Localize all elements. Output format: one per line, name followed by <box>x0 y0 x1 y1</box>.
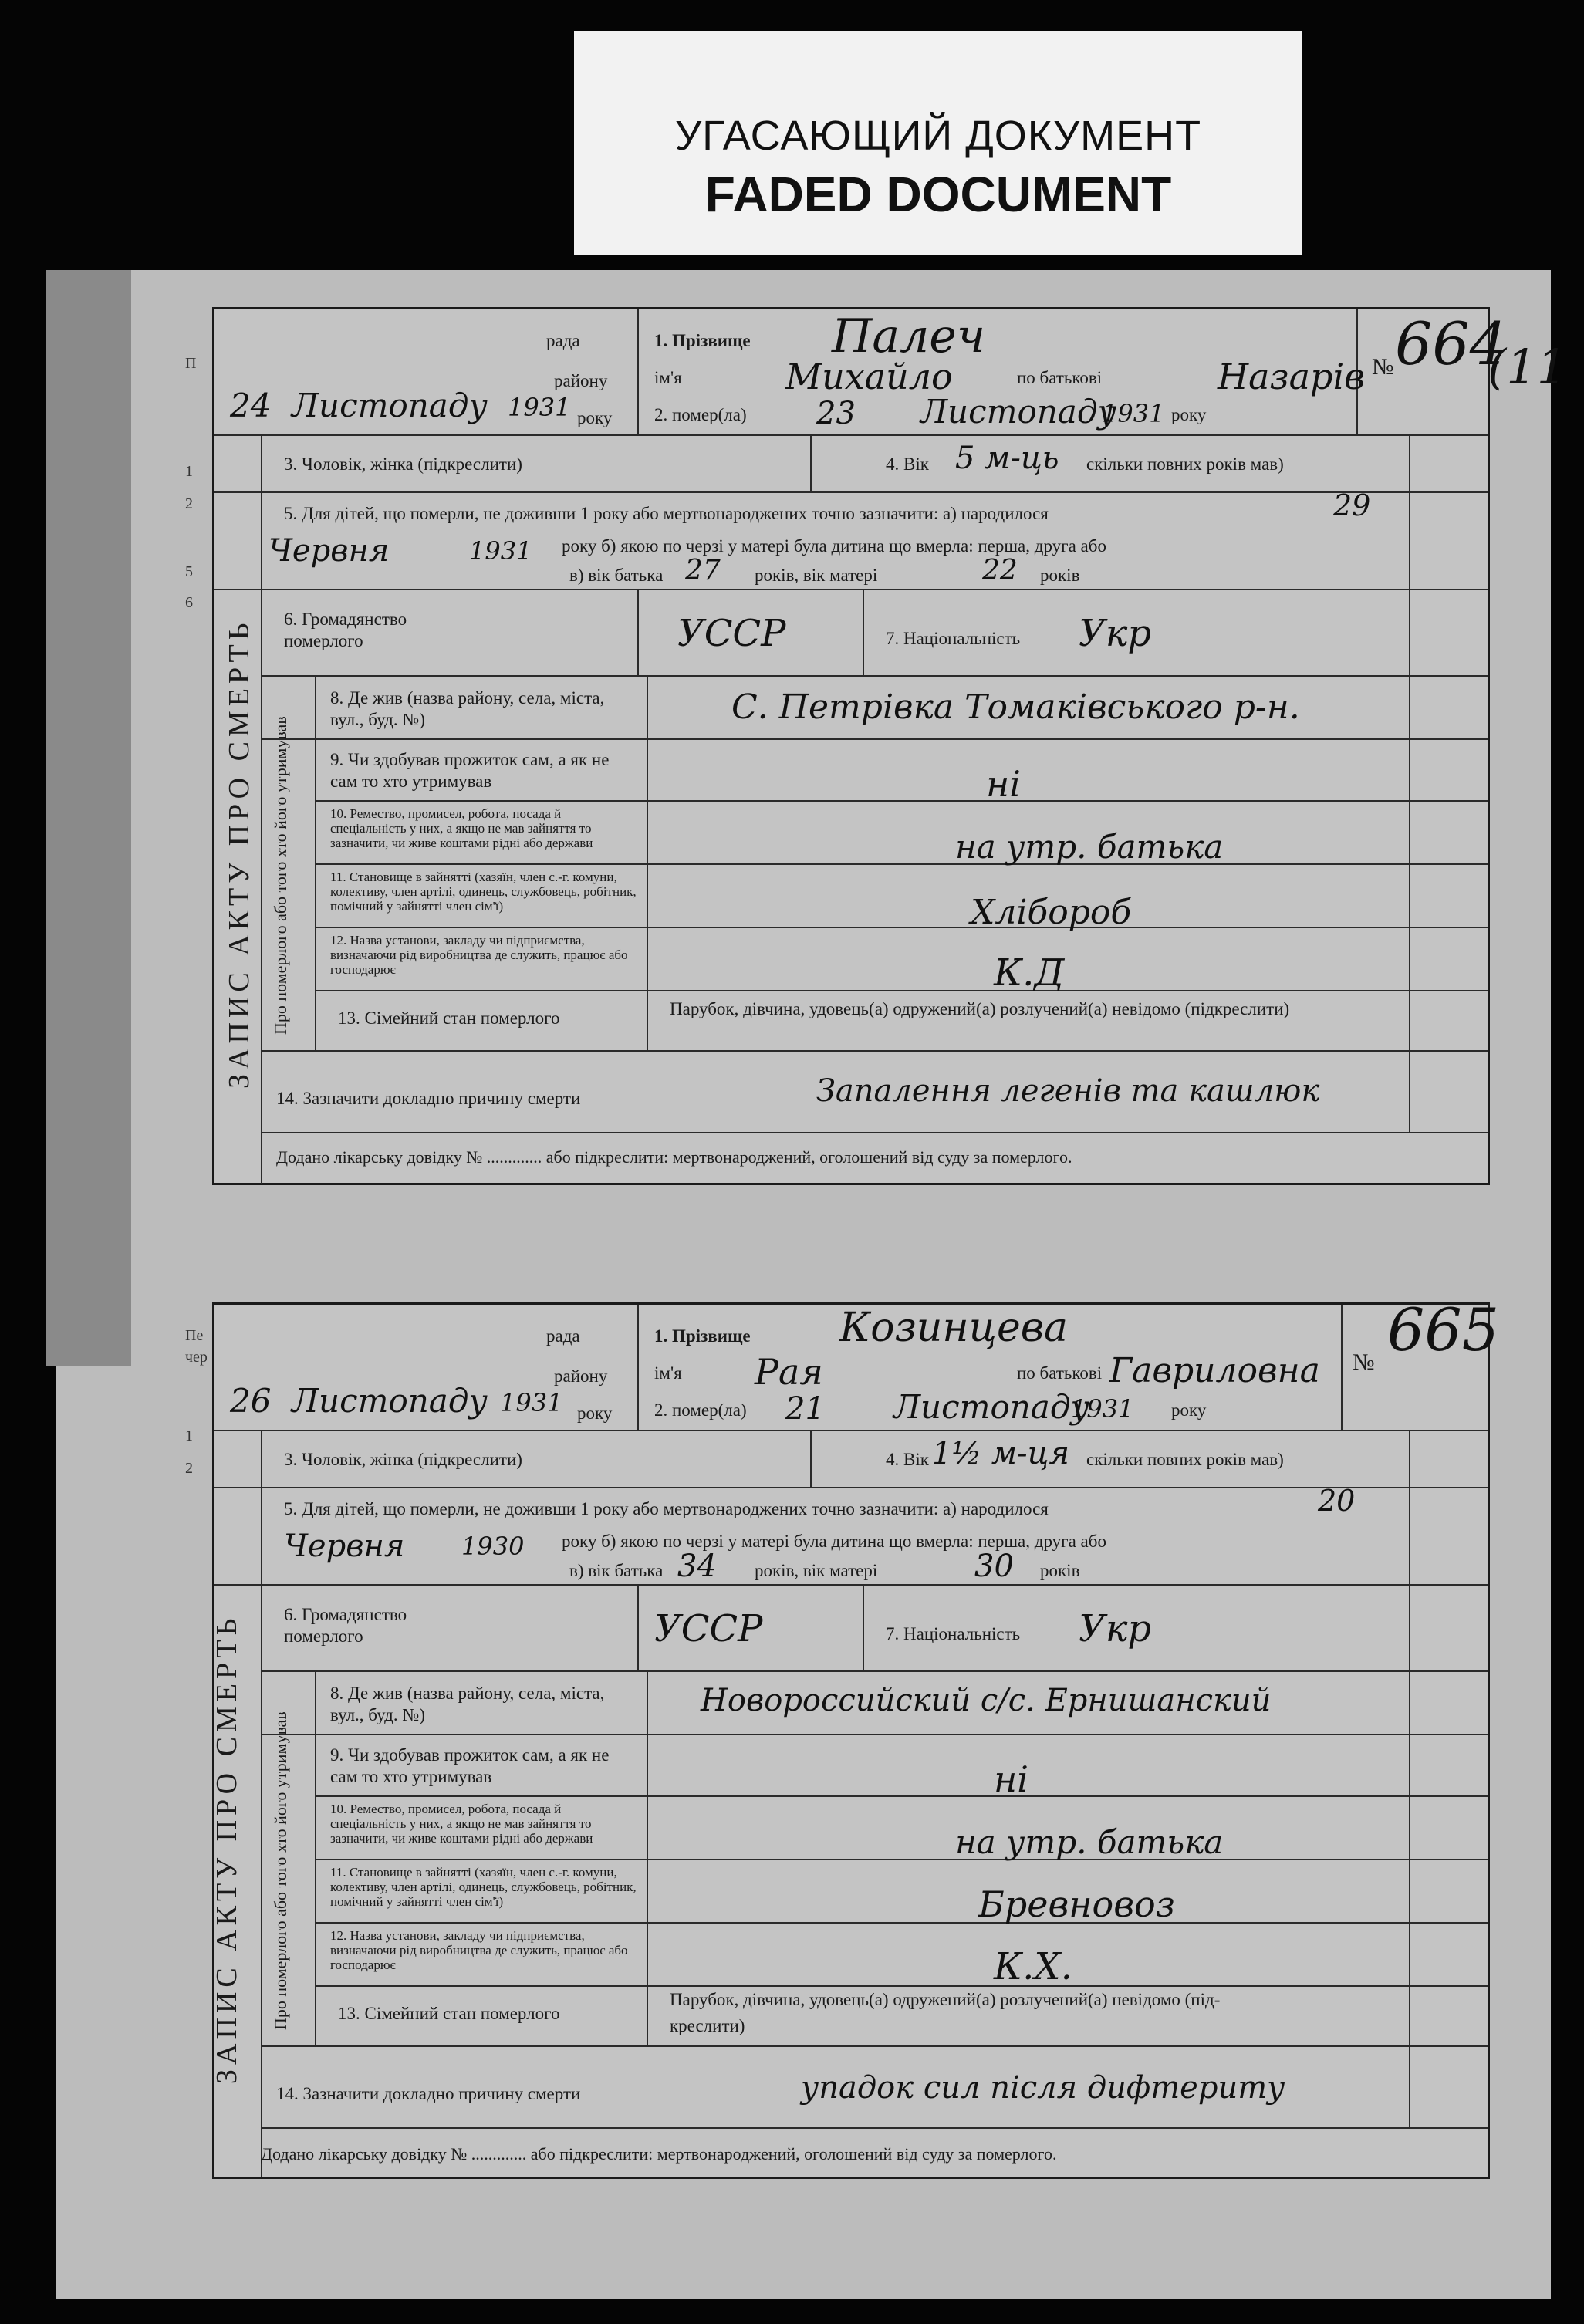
father-age: 27 <box>685 555 721 586</box>
years-label: років <box>1040 566 1080 585</box>
residence-value: Новороссийский с/с. Ернишанский <box>701 1683 1272 1718</box>
first-name-label: ім'я <box>654 1363 682 1383</box>
citizenship-label: 6. Громадянство померлого <box>284 1605 407 1646</box>
number-label: № <box>1372 354 1394 380</box>
father-age-label: в) вік батька <box>569 1561 664 1580</box>
infant-label-line1: 5. Для дітей, що померли, не доживши 1 року або мертвонароджених точно зазначити: а) народилося <box>284 504 1049 523</box>
faded-document-label <box>574 31 1302 255</box>
marital-status-options-cont: креслити) <box>670 2016 745 2035</box>
self-support-label: 9. Чи здобував прожиток сам, а як не сам то хто утримував <box>330 750 610 791</box>
page-binding-edge <box>46 270 131 1366</box>
vertical-title: ЗАПИС АКТУ ПРО СМЕРТЬ <box>223 618 255 1089</box>
born-day: 29 <box>1333 488 1371 522</box>
margin-mark: 6 <box>185 594 193 611</box>
margin-mark: 2 <box>185 1460 193 1477</box>
gender-label: 3. Чоловік, жінка (підкреслити) <box>284 454 522 474</box>
marital-status-options: Парубок, дівчина, удовець(а) одружений(а) розлучений(а) невідомо (підкреслити) <box>670 999 1290 1018</box>
patronymic-value: Гавриловна <box>1109 1351 1320 1390</box>
nationality-label: 7. Національність <box>886 629 1021 648</box>
margin-mark: 1 <box>185 463 193 480</box>
footer-note: Додано лікарську довідку № ............. або підкреслити: мертвонароджений, оголошений від суду за померлого. <box>276 1147 1072 1167</box>
reg-year: 1931 <box>508 393 571 422</box>
occupation-label: 10. Ремество, промисел, робота, посада й спеціальність у них, а якщо не мав зайняття то зазначити, чи живе коштами рідні або держави <box>330 806 593 850</box>
marital-status-label: 13. Сімейний стан померлого <box>338 1008 560 1028</box>
margin-mark: 5 <box>185 563 193 580</box>
patronymic-label: по батькові <box>1017 368 1103 387</box>
infant-label-line1: 5. Для дітей, що померли, не доживши 1 року або мертвонароджених точно зазначити: а) народилося <box>284 1499 1049 1518</box>
margin-mark: Пе <box>185 1327 204 1344</box>
institution-label: 12. Назва установи, закладу чи підприємства, визначаючи рід виробництва де служить, працює або господарює <box>330 1928 628 1972</box>
age-label: 4. Вік <box>886 1450 929 1469</box>
institution-label: 12. Назва установи, закладу чи підприємства, визначаючи рід виробництва де служить, працює або господарює <box>330 933 628 977</box>
self-support-label: 9. Чи здобував прожиток сам, а як не сам то хто утримував <box>330 1745 610 1786</box>
roku-label: року <box>577 1404 613 1423</box>
citizenship-value: УССР <box>677 612 786 655</box>
father-age: 34 <box>677 1549 717 1584</box>
death-month: Листопаду <box>893 1388 1089 1426</box>
patronymic-value: Назарів <box>1218 356 1365 397</box>
residence-label: 8. Де жив (назва району, села, міста, вул., буд. №) <box>330 1684 605 1724</box>
record-number: 665 <box>1387 1295 1500 1364</box>
reg-day: 24 <box>230 387 272 424</box>
vertical-title: ЗАПИС АКТУ ПРО СМЕРТЬ <box>211 1613 243 2084</box>
death-day: 23 <box>816 396 856 431</box>
death-record-664 <box>212 307 1568 1185</box>
position-label: 11. Становище в зайнятті (хазяїн, член с.-г. комуни, колективу, член артілі, одинець, службовець, робітник, помічний у зайнятті член сім'ї) <box>330 1865 637 1909</box>
death-record-665 <box>211 1295 1500 2179</box>
father-age-label: в) вік батька <box>569 566 664 585</box>
patronymic-label: по батькові <box>1017 1363 1103 1383</box>
citizenship-label: 6. Громадянство померлого <box>284 610 407 650</box>
raion-label: району <box>554 1366 608 1386</box>
number-label: № <box>1353 1349 1375 1375</box>
marital-status-options: Парубок, дівчина, удовець(а) одружений(а) розлучений(а) невідомо (під- <box>670 1990 1221 2009</box>
margin-mark: П <box>185 355 197 372</box>
residence-value: С. Петрівка Томаківського р-н. <box>731 687 1300 727</box>
margin-mark: 2 <box>185 495 193 512</box>
institution-value: К.Х. <box>994 1945 1072 1988</box>
nationality-label: 7. Національність <box>886 1624 1021 1643</box>
death-month: Листопаду <box>920 393 1116 431</box>
death-year-label: року <box>1171 1400 1207 1420</box>
mother-age: 30 <box>974 1549 1014 1584</box>
born-year: 1931 <box>469 536 532 566</box>
citizenship-value: УССР <box>654 1607 763 1650</box>
reg-month: Листопаду <box>292 387 488 424</box>
mother-age: 22 <box>982 555 1018 586</box>
self-support-value: ні <box>986 763 1022 805</box>
age-suffix: скільки повних років мав) <box>1086 1450 1284 1469</box>
surname-label: 1. Прізвище <box>654 331 751 350</box>
death-date-label: 2. помер(ла) <box>654 1400 747 1420</box>
record-extra-mark: (11 <box>1488 339 1568 395</box>
rada-label: рада <box>546 1326 580 1346</box>
surname-value: Палеч <box>832 309 986 363</box>
occupation-value: на утр. батька <box>955 828 1224 866</box>
self-support-value: ні <box>994 1758 1029 1800</box>
cause-label: 14. Зазначити докладно причину смерти <box>276 2084 581 2103</box>
footer-note: Додано лікарську довідку № ............. або підкреслити: мертвонароджений, оголошений від суду за померлого. <box>261 2144 1057 2164</box>
born-day: 20 <box>1318 1484 1356 1518</box>
residence-label: 8. Де жив (назва району, села, міста, вул., буд. №) <box>330 688 605 729</box>
age-value: 1½ м-ця <box>932 1436 1070 1471</box>
death-year: 1931 <box>1071 1394 1134 1424</box>
position-value: Хлібороб <box>971 893 1132 932</box>
position-value: Бревновоз <box>978 1883 1175 1925</box>
death-year-label: року <box>1171 405 1207 424</box>
label-english: FADED DOCUMENT <box>704 167 1172 222</box>
occupation-label: 10. Ремество, промисел, робота, посада й спеціальність у них, а якщо не мав зайняття то зазначити, чи живе коштами рідні або держави <box>330 1802 593 1846</box>
mother-age-label: років, вік матері <box>755 566 878 585</box>
marital-status-label: 13. Сімейний стан померлого <box>338 2004 560 2023</box>
death-day: 21 <box>785 1391 825 1427</box>
mother-age-label: років, вік матері <box>755 1561 878 1580</box>
institution-value: К.Д <box>994 951 1065 995</box>
reg-day: 26 <box>230 1382 272 1420</box>
gender-label: 3. Чоловік, жінка (підкреслити) <box>284 1450 522 1469</box>
death-year: 1931 <box>1102 399 1165 428</box>
nationality-value: Укр <box>1079 612 1152 655</box>
raion-label: району <box>554 371 608 390</box>
born-month: Червня <box>284 1529 405 1564</box>
born-month: Червня <box>269 533 390 569</box>
years-label: років <box>1040 1561 1080 1580</box>
reg-month: Листопаду <box>292 1382 488 1420</box>
first-name-value: Михайло <box>785 356 953 397</box>
age-suffix: скільки повних років мав) <box>1086 454 1284 474</box>
record-number: 664 <box>1395 309 1508 378</box>
margin-mark: 1 <box>185 1427 193 1444</box>
rada-label: рада <box>546 331 580 350</box>
nationality-value: Укр <box>1079 1607 1152 1650</box>
surname-value: Козинцева <box>839 1305 1068 1351</box>
cause-value: Запалення легенів та кашлюк <box>816 1073 1320 1109</box>
age-label: 4. Вік <box>886 454 929 474</box>
side-label: Про померлого або того хто його утримував <box>271 716 290 1035</box>
position-label: 11. Становище в зайнятті (хазяїн, член с.-г. комуни, колективу, член артілі, одинець, службовець, робітник, помічний у зайнятті член сім'ї) <box>330 870 637 914</box>
occupation-value: на утр. батька <box>955 1823 1224 1861</box>
infant-label-line2: року б) якою по черзі у матері була дитина що вмерла: перша, друга або <box>562 536 1106 556</box>
infant-label-line2: року б) якою по черзі у матері була дитина що вмерла: перша, друга або <box>562 1532 1106 1551</box>
first-name-label: ім'я <box>654 368 682 387</box>
reg-year: 1931 <box>500 1388 563 1417</box>
roku-label: року <box>577 408 613 427</box>
side-label: Про померлого або того хто його утримував <box>271 1711 290 2030</box>
label-russian: УГАСАЮЩИЙ ДОКУМЕНТ <box>674 113 1202 159</box>
age-value: 5 м-ць <box>955 441 1059 476</box>
death-date-label: 2. помер(ла) <box>654 405 747 424</box>
first-name-value: Рая <box>755 1351 823 1393</box>
born-year: 1930 <box>461 1532 525 1561</box>
cause-label: 14. Зазначити докладно причину смерти <box>276 1089 581 1108</box>
cause-value: упадок сил після дифтериту <box>801 2070 1285 2106</box>
surname-label: 1. Прізвище <box>654 1326 751 1346</box>
margin-mark: чер <box>185 1349 208 1366</box>
